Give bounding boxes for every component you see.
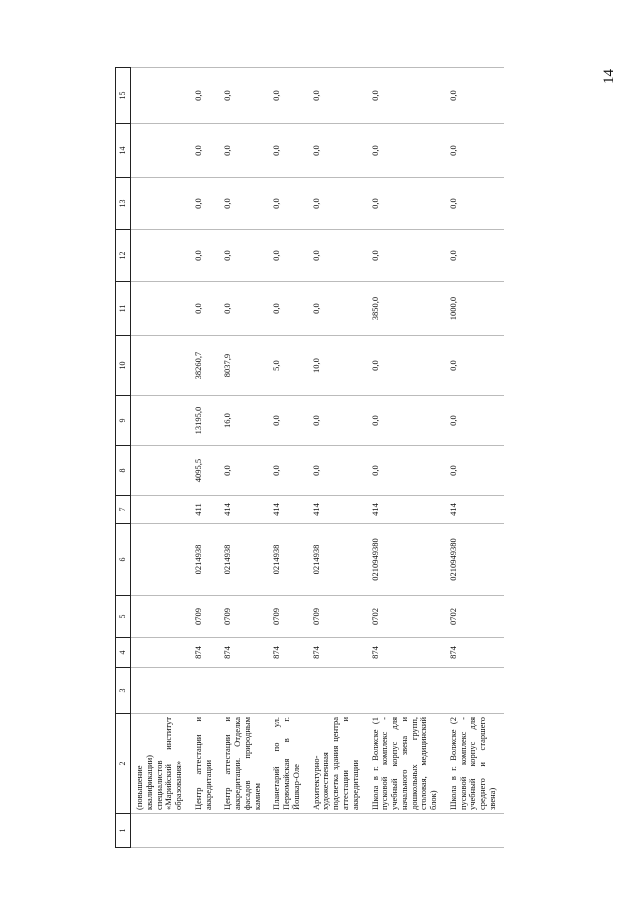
value-cell-c8: 0,0	[308, 446, 367, 496]
value-cell-c12: 0,0	[219, 230, 268, 282]
value-cell-c9: 0,0	[308, 396, 367, 446]
value-cell-c12: 0,0	[190, 230, 220, 282]
row-number-cell	[131, 814, 190, 848]
value-cell-c14: 0,0	[190, 124, 220, 178]
value-cell-c11: 0,0	[190, 282, 220, 336]
column-number-8: 8	[116, 446, 131, 496]
object-name-cell: Школа в г. Волжске (2 пусковой комплекс - учебный корпус для среднего и старшего звена)	[445, 714, 504, 814]
value-cell-c4: 874	[219, 638, 268, 668]
budget-table	[115, 67, 504, 848]
column-number-15: 15	[116, 68, 131, 124]
value-cell-c15: 0,0	[268, 68, 307, 124]
value-cell-c11: 0,0	[219, 282, 268, 336]
column-number-13: 13	[116, 178, 131, 230]
value-cell-c4: 874	[308, 638, 367, 668]
column-number-11: 11	[116, 282, 131, 336]
value-cell-c9: 0,0	[367, 396, 445, 446]
column-3-cell	[131, 668, 190, 714]
object-name-cell: Школа в г. Волжске (1 пусковой комплекс - учебный корпус для начального звена и дошкольных групп, столовая, медицинский блок)	[367, 714, 445, 814]
table-row	[367, 68, 445, 848]
value-cell-c5: 0709	[268, 596, 307, 638]
value-cell-c7	[131, 496, 190, 524]
column-number-4: 4	[116, 638, 131, 668]
column-number-12: 12	[116, 230, 131, 282]
table-row	[131, 68, 190, 848]
value-cell-c10: 10,0	[308, 336, 367, 396]
value-cell-c15: 0,0	[308, 68, 367, 124]
column-3-cell	[190, 668, 220, 714]
value-cell-c15	[131, 68, 190, 124]
table-row	[308, 68, 367, 848]
budget-table-sheet	[115, 68, 505, 848]
value-cell-c7: 414	[219, 496, 268, 524]
row-number-cell	[367, 814, 445, 848]
column-3-cell	[268, 668, 307, 714]
value-cell-c14: 0,0	[445, 124, 504, 178]
value-cell-c13: 0,0	[268, 178, 307, 230]
value-cell-c5: 0709	[219, 596, 268, 638]
value-cell-c8	[131, 446, 190, 496]
value-cell-c5: 0709	[308, 596, 367, 638]
column-number-5: 5	[116, 596, 131, 638]
column-3-cell	[445, 668, 504, 714]
page-number: 14	[601, 69, 617, 84]
value-cell-c12: 0,0	[367, 230, 445, 282]
value-cell-c9: 0,0	[268, 396, 307, 446]
column-number-9: 9	[116, 396, 131, 446]
row-number-cell	[445, 814, 504, 848]
value-cell-c6: 0210949380	[445, 524, 504, 596]
value-cell-c15: 0,0	[445, 68, 504, 124]
value-cell-c13	[131, 178, 190, 230]
value-cell-c4: 874	[367, 638, 445, 668]
value-cell-c12: 0,0	[268, 230, 307, 282]
value-cell-c12: 0,0	[445, 230, 504, 282]
value-cell-c9: 0,0	[445, 396, 504, 446]
row-number-cell	[219, 814, 268, 848]
object-name-cell: Центр аттестации и аккредитации. Отделка фасадов природным камнем	[219, 714, 268, 814]
table-row	[268, 68, 307, 848]
value-cell-c8: 0,0	[367, 446, 445, 496]
value-cell-c5: 0702	[445, 596, 504, 638]
object-name-cell: Планетарий по ул. Первомайская в г. Йошкар-Оле	[268, 714, 307, 814]
value-cell-c12: 0,0	[308, 230, 367, 282]
value-cell-c14: 0,0	[308, 124, 367, 178]
value-cell-c13: 0,0	[367, 178, 445, 230]
row-number-cell	[190, 814, 220, 848]
value-cell-c11: 0,0	[268, 282, 307, 336]
value-cell-c7: 414	[367, 496, 445, 524]
value-cell-c7: 414	[308, 496, 367, 524]
value-cell-c7: 414	[268, 496, 307, 524]
value-cell-c10: 5,0	[268, 336, 307, 396]
value-cell-c13: 0,0	[308, 178, 367, 230]
table-row	[219, 68, 268, 848]
value-cell-c10: 8037,9	[219, 336, 268, 396]
value-cell-c10: 0,0	[445, 336, 504, 396]
value-cell-c7: 411	[190, 496, 220, 524]
value-cell-c14: 0,0	[268, 124, 307, 178]
value-cell-c5: 0702	[367, 596, 445, 638]
column-number-1: 1	[116, 814, 131, 848]
column-number-6: 6	[116, 524, 131, 596]
value-cell-c15: 0,0	[367, 68, 445, 124]
column-3-cell	[308, 668, 367, 714]
value-cell-c4: 874	[190, 638, 220, 668]
value-cell-c12	[131, 230, 190, 282]
value-cell-c6	[131, 524, 190, 596]
value-cell-c14: 0,0	[367, 124, 445, 178]
table-row	[445, 68, 504, 848]
value-cell-c13: 0,0	[190, 178, 220, 230]
value-cell-c8: 0,0	[219, 446, 268, 496]
value-cell-c11: 0,0	[308, 282, 367, 336]
column-number-14: 14	[116, 124, 131, 178]
value-cell-c9	[131, 396, 190, 446]
object-name-cell: Центр аттестации и аккредитации	[190, 714, 220, 814]
value-cell-c13: 0,0	[445, 178, 504, 230]
column-number-2: 2	[116, 714, 131, 814]
value-cell-c11: 1000,0	[445, 282, 504, 336]
value-cell-c7: 414	[445, 496, 504, 524]
value-cell-c6: 0214938	[308, 524, 367, 596]
column-number-10: 10	[116, 336, 131, 396]
value-cell-c10: 0,0	[367, 336, 445, 396]
value-cell-c11	[131, 282, 190, 336]
value-cell-c10: 38260,7	[190, 336, 220, 396]
column-3-cell	[367, 668, 445, 714]
value-cell-c4: 874	[268, 638, 307, 668]
value-cell-c8: 0,0	[268, 446, 307, 496]
value-cell-c8: 0,0	[445, 446, 504, 496]
column-number-7: 7	[116, 496, 131, 524]
column-number-row	[116, 68, 131, 848]
value-cell-c5: 0709	[190, 596, 220, 638]
value-cell-c10	[131, 336, 190, 396]
value-cell-c6: 0210949380	[367, 524, 445, 596]
value-cell-c15: 0,0	[190, 68, 220, 124]
value-cell-c9: 13195,0	[190, 396, 220, 446]
value-cell-c14	[131, 124, 190, 178]
value-cell-c6: 0214938	[268, 524, 307, 596]
value-cell-c6: 0214938	[219, 524, 268, 596]
table-row	[190, 68, 220, 848]
column-3-cell	[219, 668, 268, 714]
column-number-3: 3	[116, 668, 131, 714]
object-name-cell: (повышение квалификации) специалистов «Марийский институт образования»	[131, 714, 190, 814]
value-cell-c5	[131, 596, 190, 638]
value-cell-c4: 874	[445, 638, 504, 668]
value-cell-c13: 0,0	[219, 178, 268, 230]
value-cell-c11: 3850,0	[367, 282, 445, 336]
object-name-cell: Архитектурно-художественная подсветка здания центра аттестации и аккредитации	[308, 714, 367, 814]
value-cell-c9: 16,0	[219, 396, 268, 446]
row-number-cell	[268, 814, 307, 848]
value-cell-c8: 4095,5	[190, 446, 220, 496]
value-cell-c4	[131, 638, 190, 668]
value-cell-c14: 0,0	[219, 124, 268, 178]
row-number-cell	[308, 814, 367, 848]
value-cell-c6: 0214938	[190, 524, 220, 596]
value-cell-c15: 0,0	[219, 68, 268, 124]
